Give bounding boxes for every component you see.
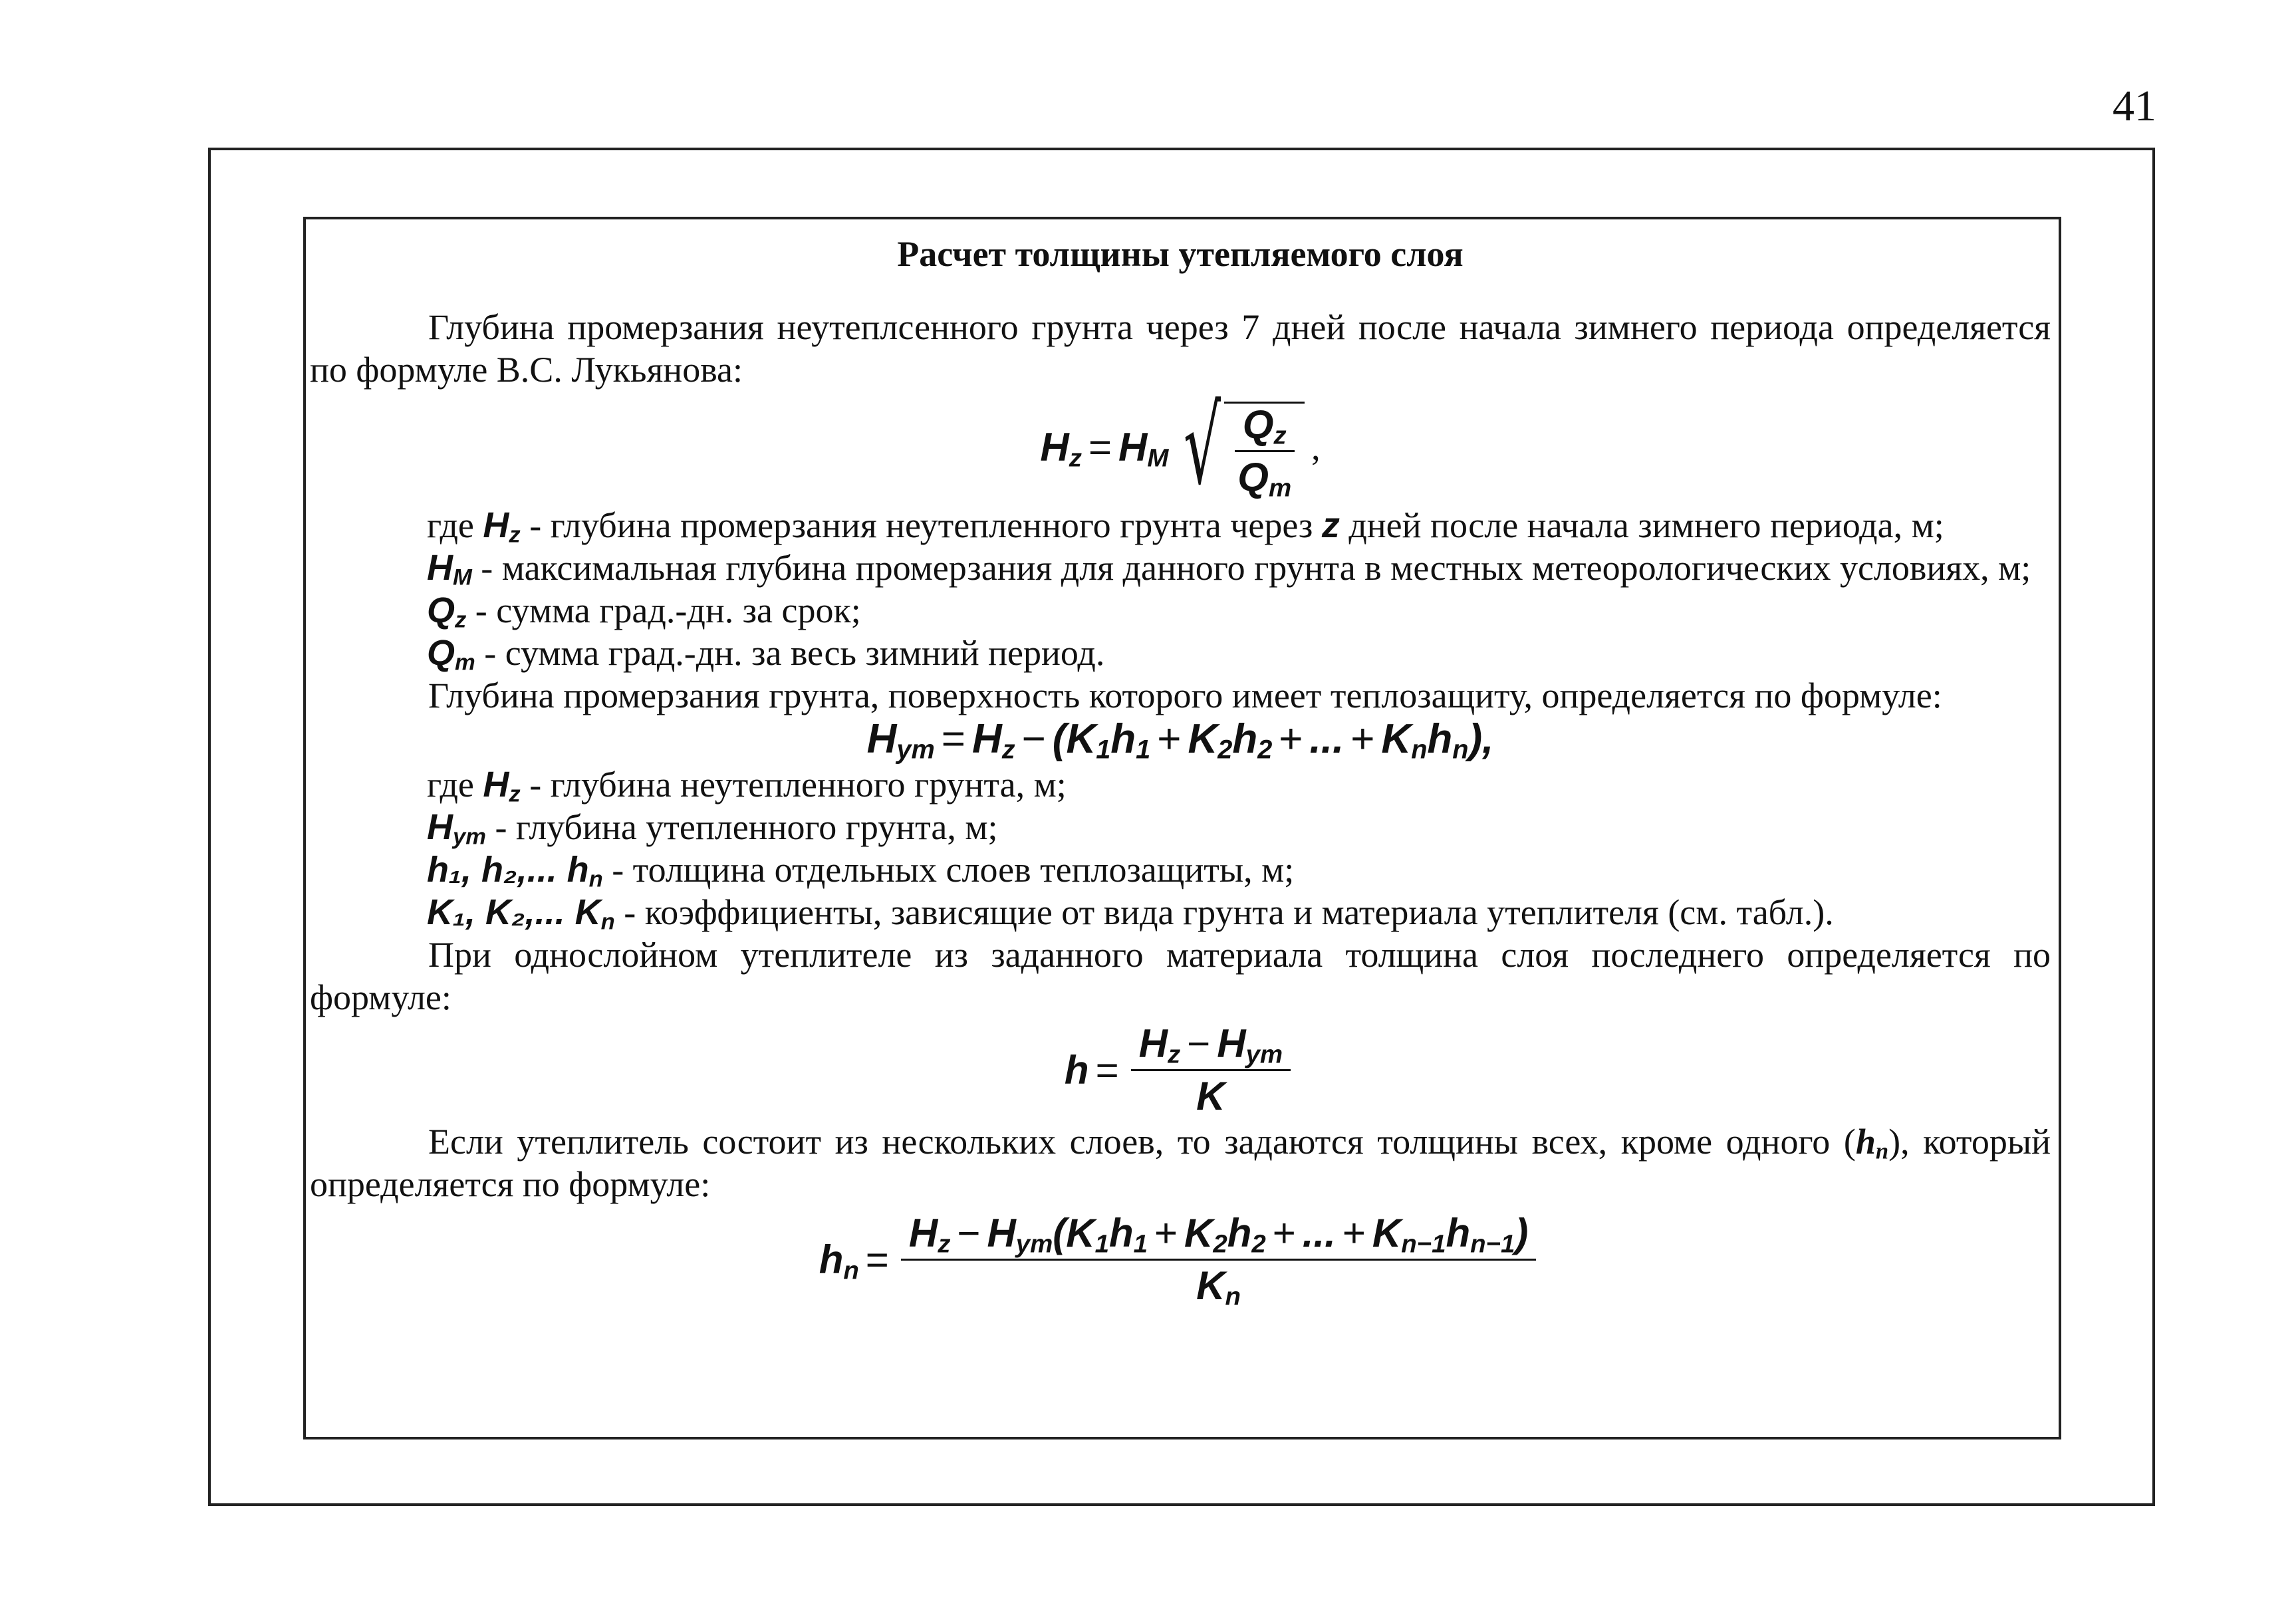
formula-lukyanov: $H_z$ = $H_M$ √ $\frac{Q_z}{Q_m}$ , (1040, 384, 1321, 508)
def-hz: где $H_z$ - глубина промерзания неутепленного грунта через z дней после начала зимнего периода, м; (427, 505, 1944, 548)
page-number: 41 (2112, 82, 2156, 130)
def-hm: $H_M$ - максимальная глубина промерзания для данного грунта в местных метеорологических условиях, м; (427, 548, 2031, 590)
def-qz: $Q_z$ - сумма град.-дн. за срок; (427, 590, 861, 633)
paragraph-insulated-depth: Глубина промерзания грунта, поверхность которого имеет теплозащиту, определяется по формуле: (428, 676, 1942, 715)
formula-single-layer: h = $\frac{H_z - H_{ут}}{K}$ (310, 1023, 2051, 1118)
paragraph-single-layer: При однослойном утеплителе из заданного материала толщина слоя последнего определяется по формуле: (310, 935, 2051, 1017)
def2-hz: где $H_z$ - глубина неутепленного грунта, м; (427, 765, 1067, 807)
def2-k-coeffs: K₁, K₂,... $K_n$ - коэффициенты, зависящие от вида грунта и материала утеплителя (см. табл.). (427, 892, 1834, 935)
def-qm: $Q_m$ - сумма град.-дн. за весь зимний период. (427, 633, 1105, 676)
sqrt-symbol: √ $\frac{Q_z}{Q_m}$ (1168, 396, 1305, 499)
formula-insulated-depth: $H_{ут}$ = $H_z$ − ( $K_1$ $h_1$ + $K_2$ $h_2$ + ... + $K_n$ $h_n$ ), (866, 716, 1494, 765)
intro-paragraph: Глубина промерзания неутеплсенного грунта через 7 дней после начала зимнего периода определяется по формуле В.С. Лукьянова: (310, 307, 2051, 390)
formula1-lhs: $H_z$ (1040, 425, 1082, 473)
def2-hut: $H_{ут}$ - глубина утепленного грунта, м; (427, 807, 998, 850)
document-body (310, 217, 2051, 1311)
section-title: Расчет толщины утепляемого слоя (897, 234, 1464, 274)
def2-h-layers: h₁, h₂,... $h_n$ - толщина отдельных слоев теплозащиты, м; (427, 850, 1295, 892)
paragraph-multi-layer: Если утеплитель состоит из нескольких слоев, то задаются толщины всех, кроме одного $(h_n)$, который определяется по формуле: (310, 1122, 2051, 1204)
formula1-fraction: $\frac{Q_z}{Q_m}$ (1229, 404, 1299, 499)
formula1-hm: $H_M$ (1118, 425, 1169, 473)
formula-multi-layer: $h_n$ = $\frac{H_z - H_{ут}(K_1h_1 + K_2h_2 + ... + K_{n-1}h_{n-1})}{K_n}$ (310, 1212, 2051, 1307)
